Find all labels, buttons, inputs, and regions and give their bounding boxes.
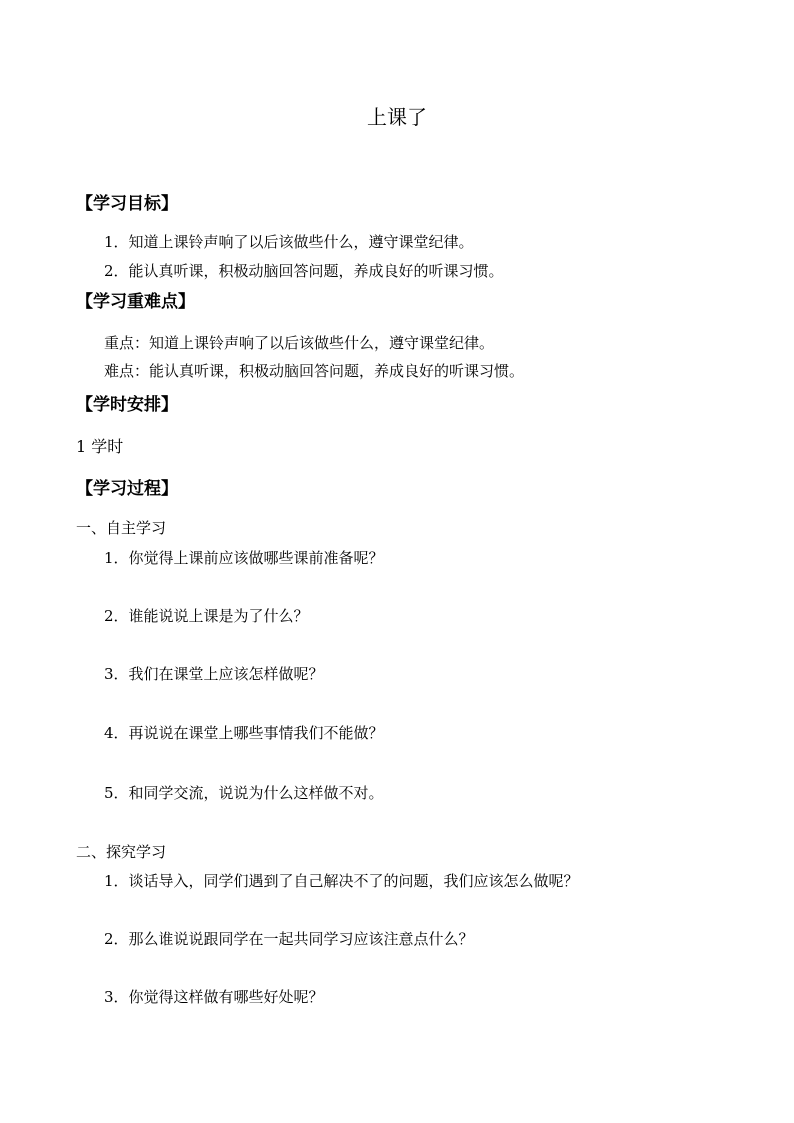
question-item: 5．和同学交流，说说为什么这样做不对。 <box>104 784 384 802</box>
question-item: 3．你觉得这样做有哪些好处呢？ <box>104 988 324 1006</box>
objective-item: 1．知道上课铃声响了以后该做些什么，遵守课堂纪律。 <box>104 233 474 251</box>
objective-item: 2．能认真听课，积极动脑回答问题，养成良好的听课习惯。 <box>104 262 504 280</box>
key-point-item: 重点：知道上课铃声响了以后该做些什么，遵守课堂纪律。 <box>104 334 495 352</box>
section-title: 二、探究学习 <box>76 843 167 861</box>
objectives-heading: 【学习目标】 <box>76 194 178 214</box>
page-title: 上课了 <box>367 105 427 129</box>
question-item: 1．你觉得上课前应该做哪些课前准备呢？ <box>104 549 384 567</box>
process-heading: 【学习过程】 <box>76 479 178 499</box>
section-title: 一、自主学习 <box>76 519 167 537</box>
question-item: 3．我们在课堂上应该怎样做呢？ <box>104 665 324 683</box>
schedule-value: 1 学时 <box>76 437 124 456</box>
question-item: 1．谈话导入，同学们遇到了自己解决不了的问题，我们应该怎么做呢？ <box>104 872 579 890</box>
schedule-heading: 【学时安排】 <box>76 395 178 415</box>
question-item: 2．谁能说说上课是为了什么？ <box>104 607 309 625</box>
key-points-heading: 【学习重难点】 <box>76 292 195 312</box>
question-item: 2．那么谁说说跟同学在一起共同学习应该注意点什么？ <box>104 930 474 948</box>
question-item: 4．再说说在课堂上哪些事情我们不能做？ <box>104 724 384 742</box>
key-point-item: 难点：能认真听课，积极动脑回答问题，养成良好的听课习惯。 <box>104 362 525 380</box>
